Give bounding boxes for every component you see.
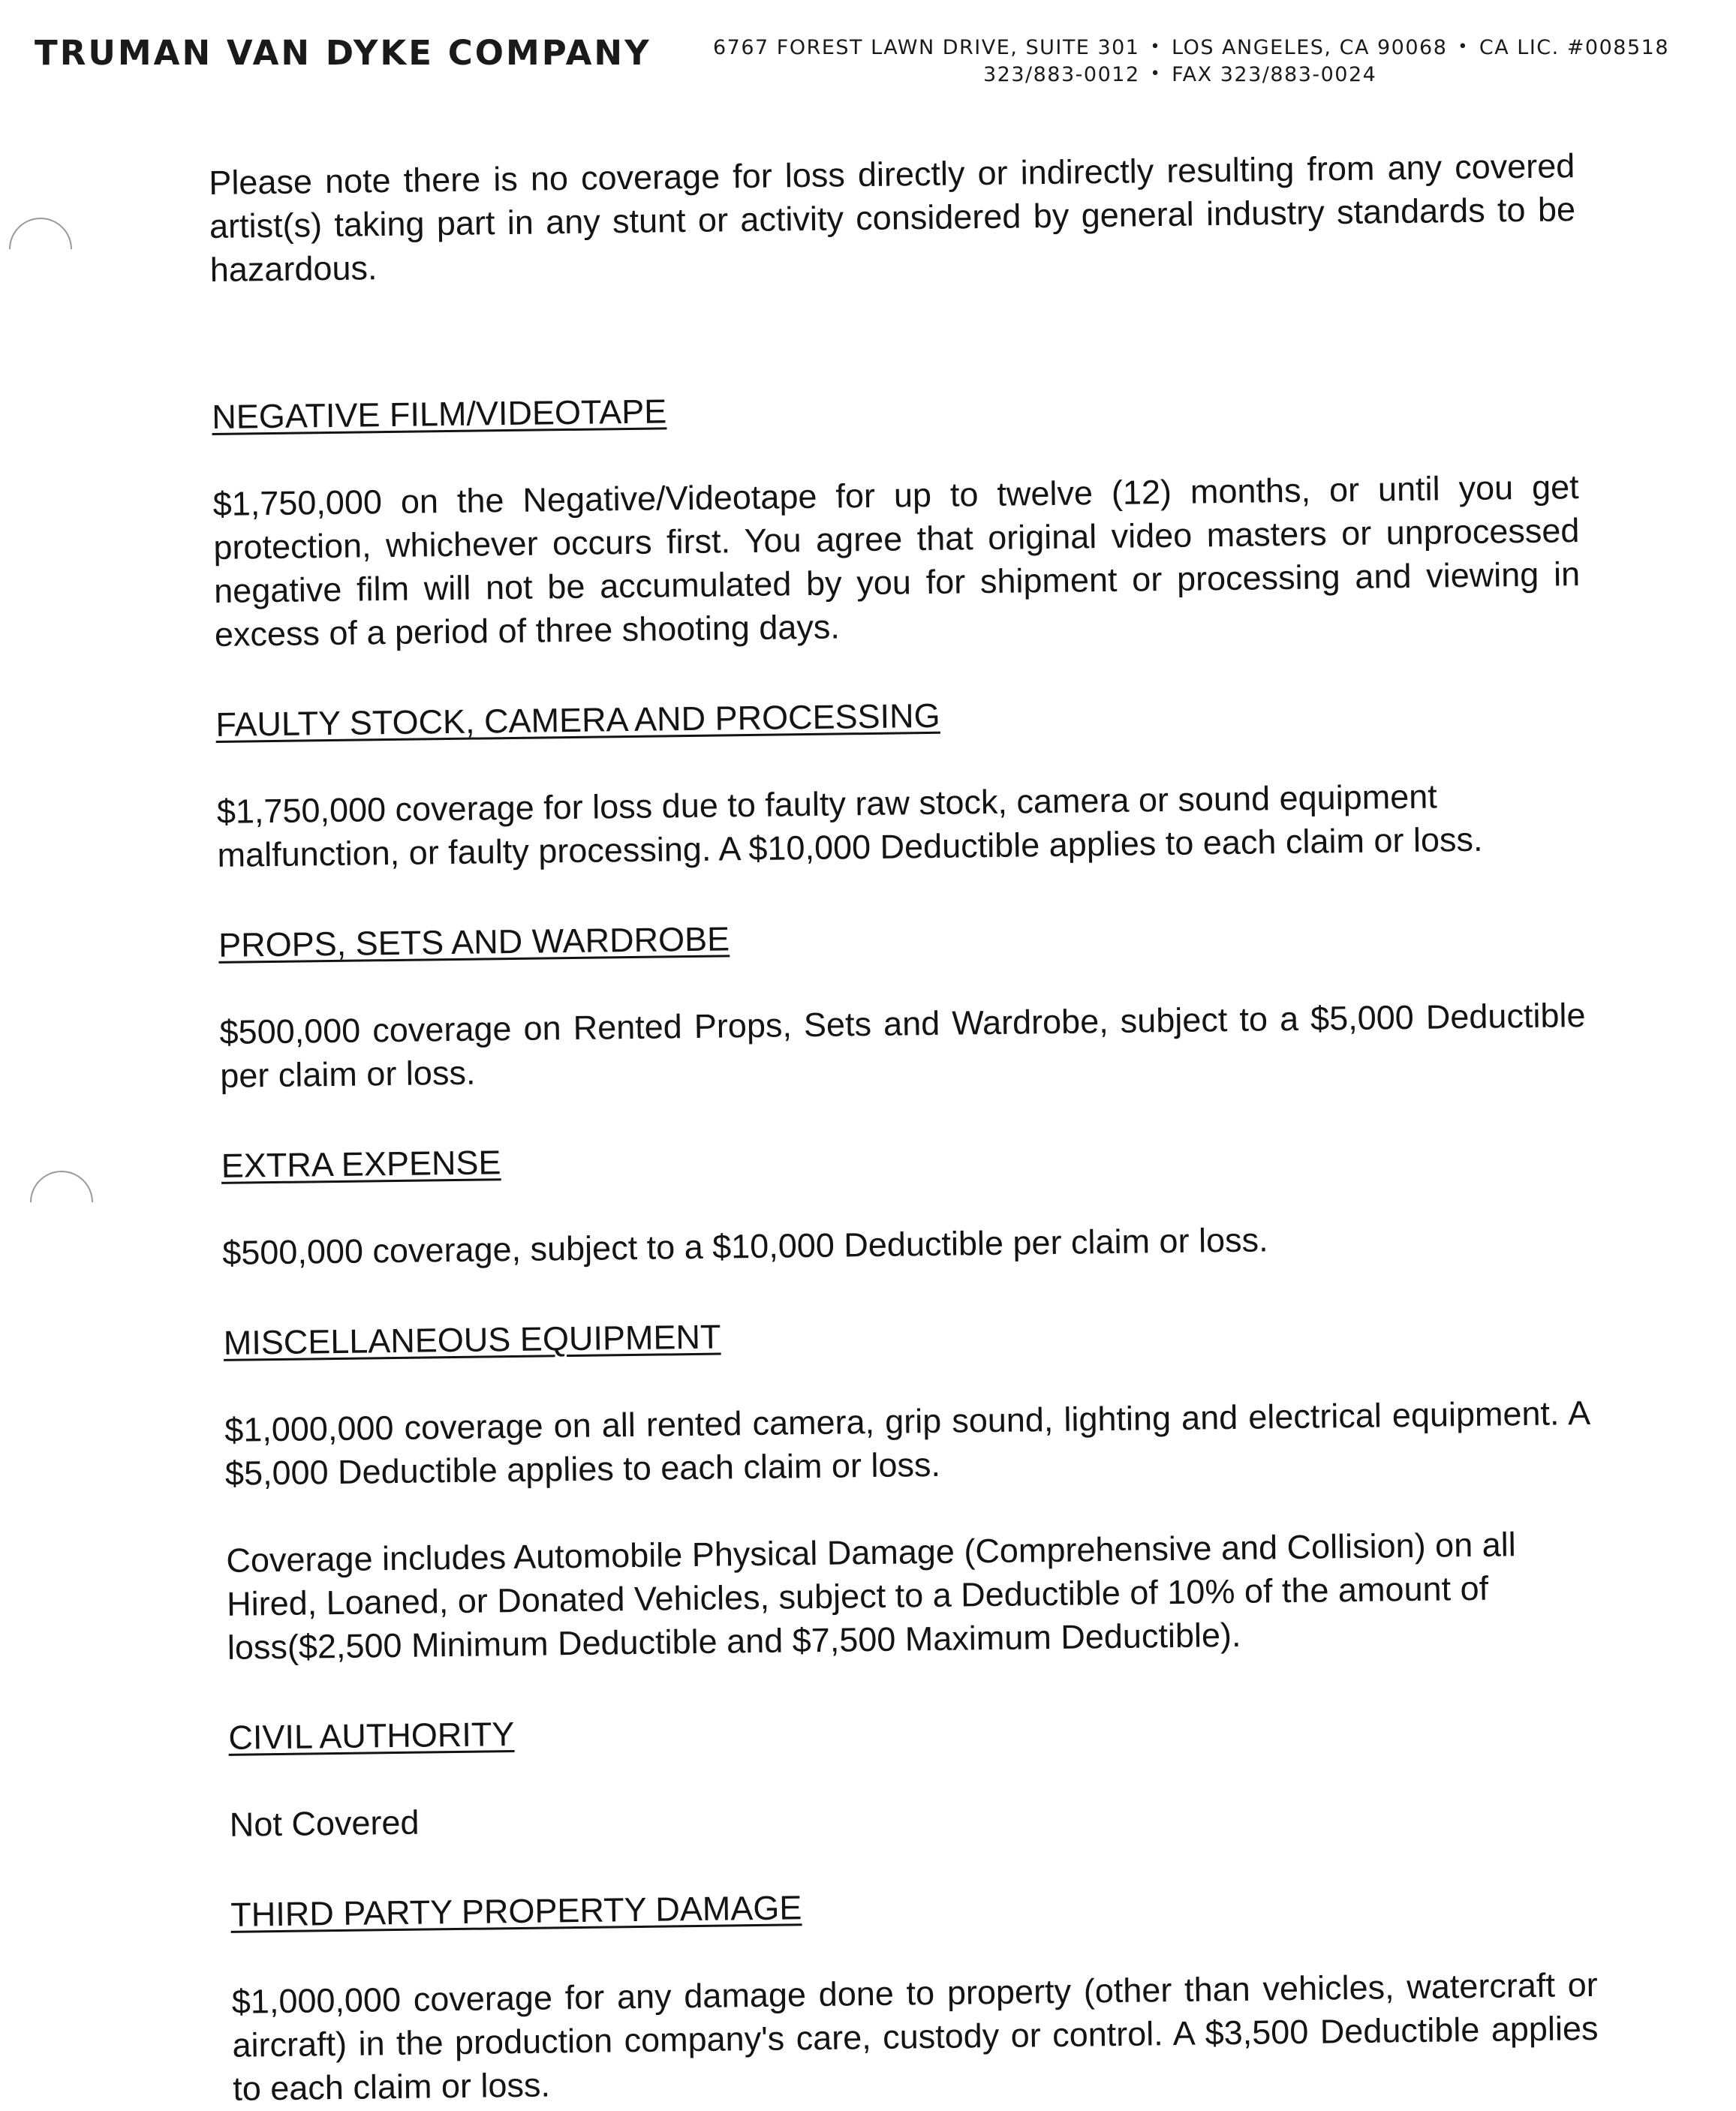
section-heading: NEGATIVE FILM/VIDEOTAPE: [211, 392, 667, 436]
section-paragraph: $500,000 coverage, subject to a $10,000 Deductible per claim or loss.: [221, 1220, 1268, 1272]
section-third-party-property-damage: [230, 1876, 1599, 2111]
section-heading: PROPS, SETS AND WARDROBE: [218, 919, 730, 964]
section-faulty-stock: [215, 686, 1584, 877]
section-paragraph: $1,750,000 on the Negative/Videotape for up to twelve (12) months, or until you get protection, whichever occurs first. You agree that original video masters or unprocessed negative film will not be accumulated by you for shipment or processing and viewing in excess of a period of three shooting days.: [212, 468, 1581, 654]
section-miscellaneous-equipment: [223, 1304, 1593, 1670]
letterhead-address-line: [713, 36, 1669, 59]
intro-paragraph: Please note there is no coverage for loss directly or indirectly resulting from any covered artist(s) taking part in any stunt or activity considered by general industry standards to be hazardous.: [209, 146, 1576, 289]
letterhead-phone: 323/883-0012: [983, 63, 1140, 86]
section-heading: CIVIL AUTHORITY: [228, 1715, 515, 1757]
section-heading: MISCELLANEOUS EQUIPMENT: [223, 1317, 721, 1362]
section-heading: THIRD PARTY PROPERTY DAMAGE: [230, 1888, 802, 1934]
section-heading: EXTRA EXPENSE: [221, 1143, 501, 1185]
section-paragraph: $1,750,000 coverage for loss due to faulty raw stock, camera or sound equipment malfunction, or faulty processing. A $10,000 Deductible applies to each claim or loss.: [216, 777, 1483, 874]
letterhead-fax: FAX 323/883-0024: [1172, 63, 1377, 86]
letterhead-city: LOS ANGELES, CA 90068: [1171, 36, 1448, 59]
document-body: [209, 144, 1599, 2111]
section-paragraph: Coverage includes Automobile Physical Damage (Comprehensive and Collision) on all Hired, Loaned, or Donated Vehicles, subject to a Deductible of 10% of the amount of loss($2,500 Minimum Deductible and $7,500 Maximum Deductible).: [226, 1525, 1517, 1667]
letterhead-license: CA LIC. #008518: [1479, 36, 1669, 59]
letterhead-contact-line: [983, 63, 1376, 86]
section-paragraph: $1,000,000 coverage for any damage done to property (other than vehicles, watercraft or aircraft) in the production company's care, custody or control. A $3,500 Deductible applies to each claim or loss.: [231, 1965, 1599, 2108]
punch-hole-top: [0, 205, 85, 294]
section-heading: FAULTY STOCK, CAMERA AND PROCESSING: [215, 696, 940, 744]
section-paragraph: Not Covered: [229, 1803, 420, 1844]
section-props-sets-wardrobe: [218, 907, 1587, 1098]
section-extra-expense: [221, 1127, 1588, 1275]
section-paragraph: $500,000 coverage on Rented Props, Sets and Wardrobe, subject to a $5,000 Deductible per claim or loss.: [219, 996, 1586, 1095]
letterhead-company-name: TRUMAN VAN DYKE COMPANY: [35, 33, 651, 73]
letterhead-separator: •: [1458, 38, 1469, 56]
letterhead-separator: •: [1150, 65, 1162, 83]
section-civil-authority: [228, 1699, 1596, 1847]
letterhead-street: 6767 FOREST LAWN DRIVE, SUITE 301: [713, 36, 1140, 59]
section-paragraph: $1,000,000 coverage on all rented camera, grip sound, lighting and electrical equipment. A $5,000 Deductible applies to each claim or loss.: [224, 1393, 1591, 1493]
punch-hole-middle: [17, 1158, 107, 1247]
section-negative-film: [212, 378, 1581, 657]
letterhead-separator: •: [1150, 38, 1161, 56]
